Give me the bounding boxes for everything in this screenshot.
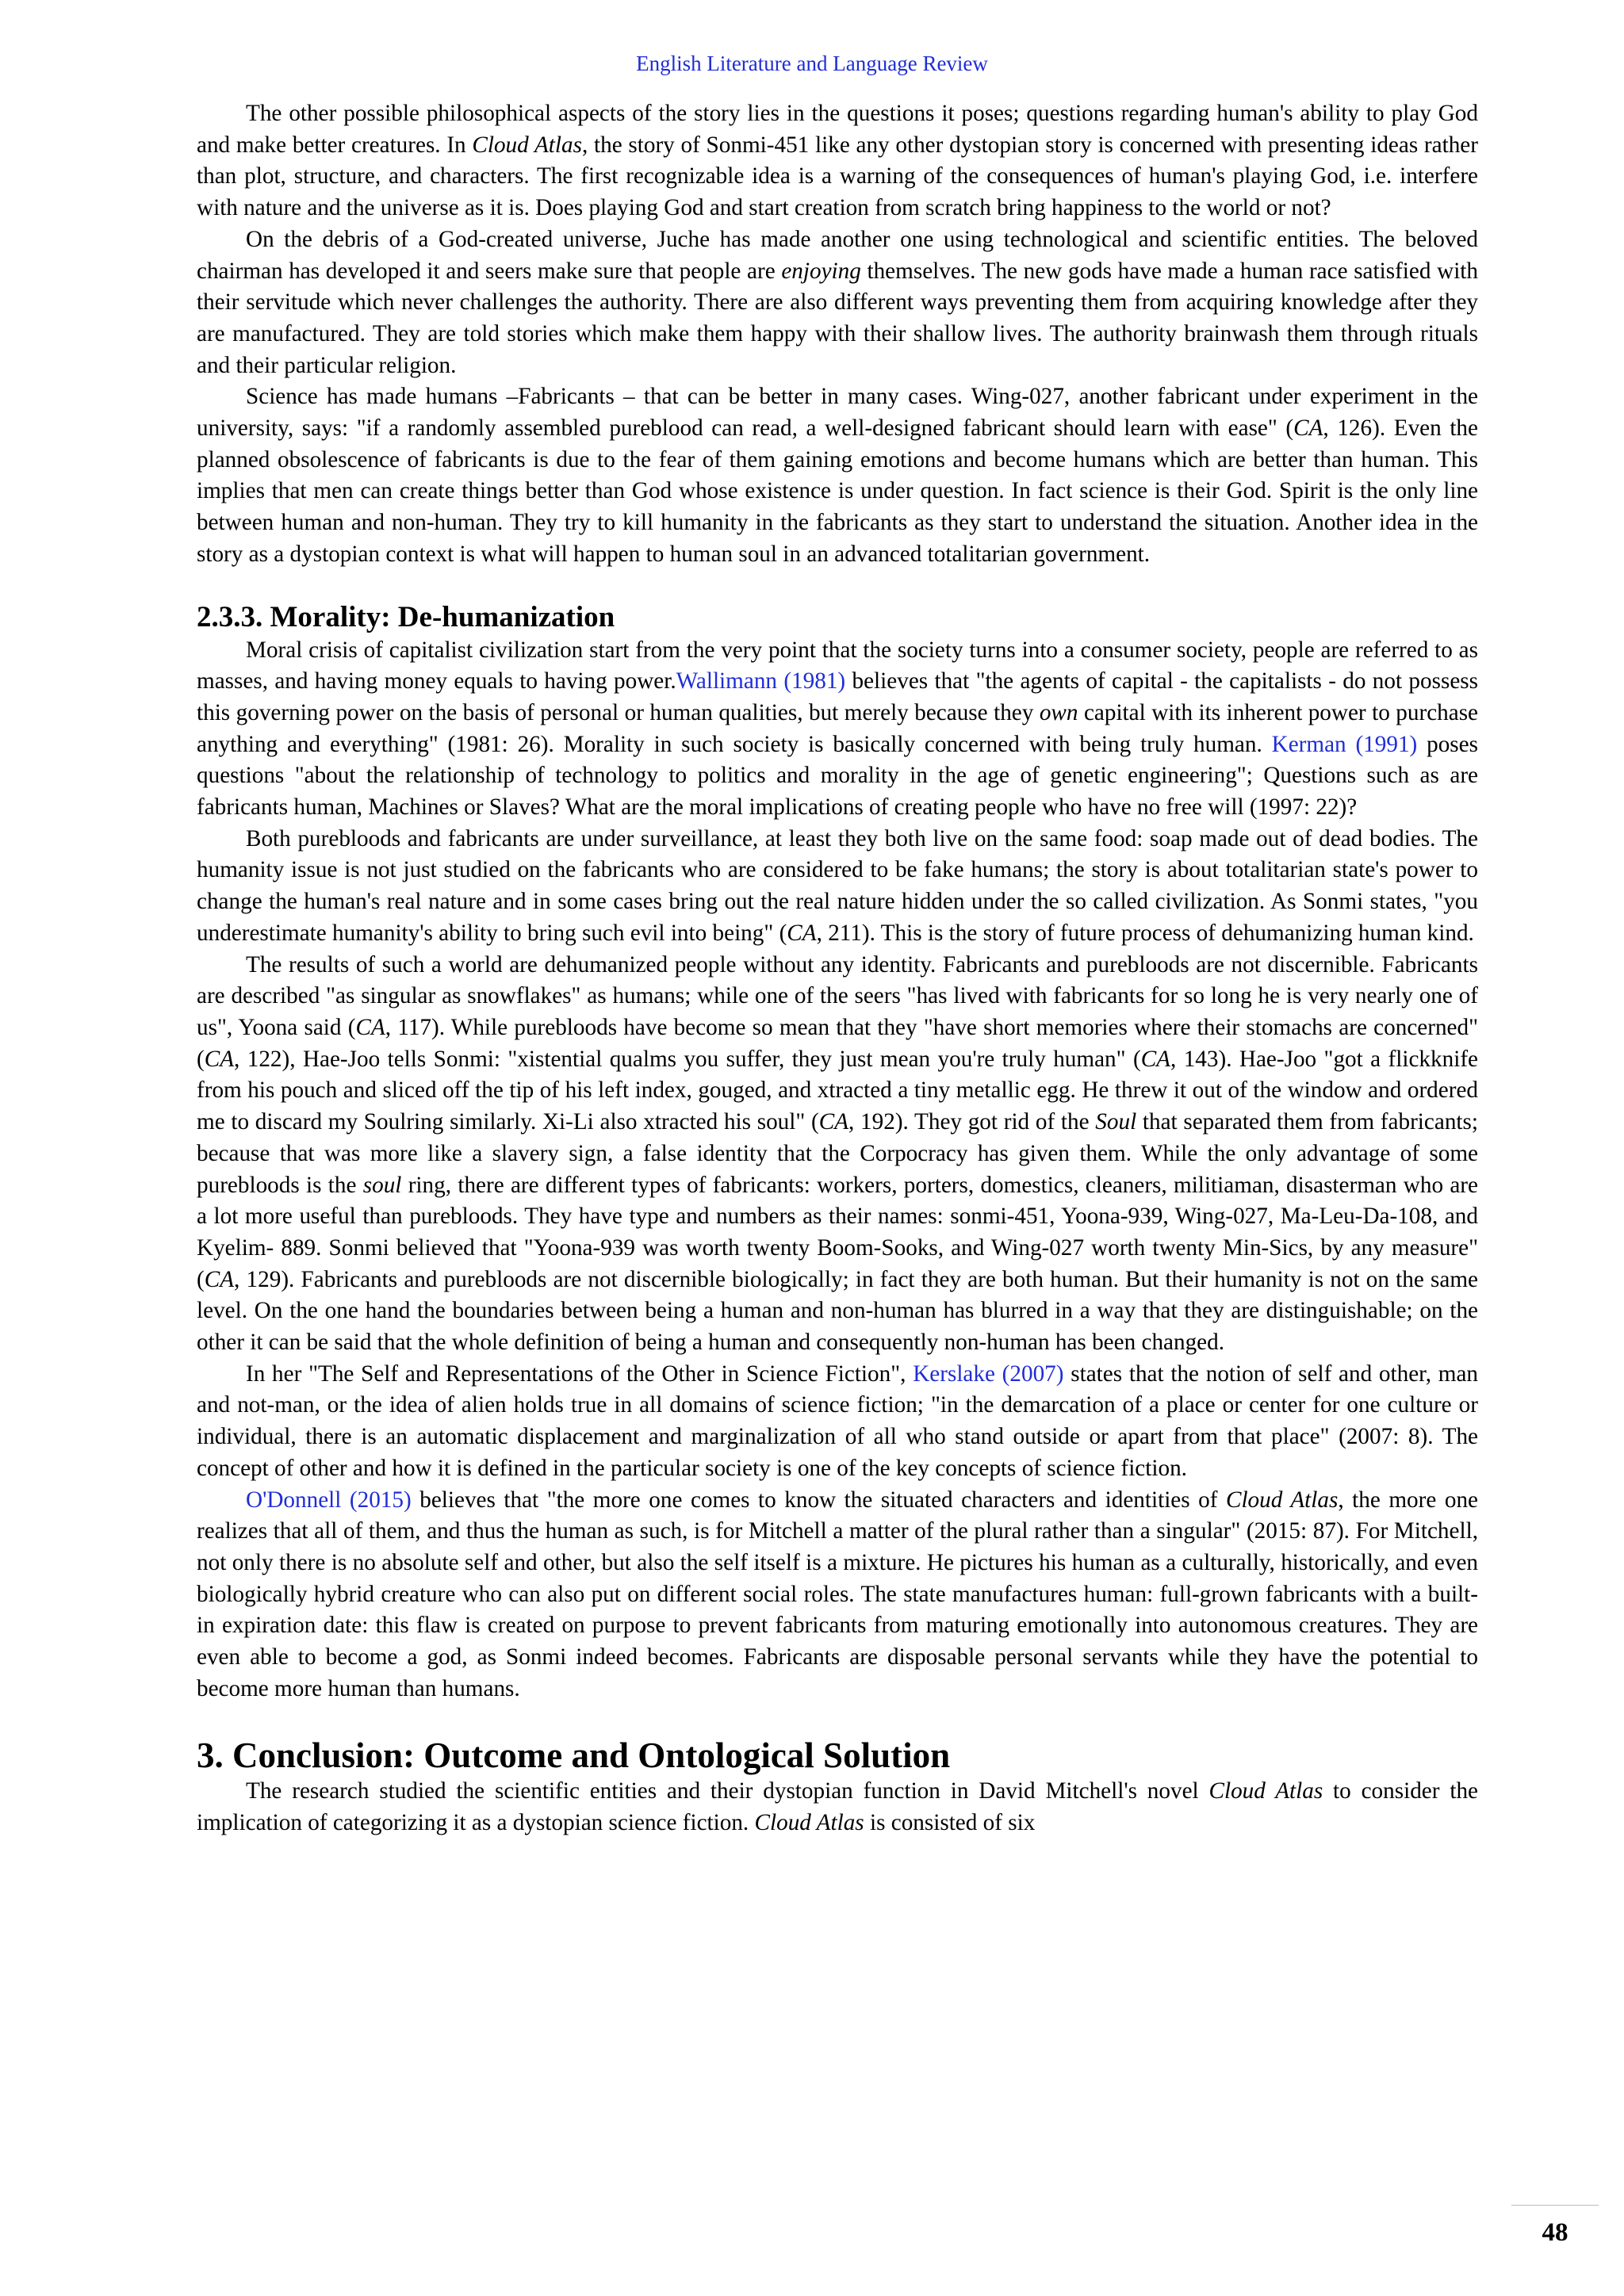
paragraph-moral-crisis: Moral crisis of capitalist civilization start from the very point that the society turns into a consumer society, people are referred to as masses, and having money equals to having power.Wallimann (1981) believes that "the agents of capital - the capitalists - do not possess this governing power on the basis of personal or human qualities, but merely because they own capital with its inherent power to purchase anything and everything" (1981: 26). Morality in such society is basically concerned with being truly human. Kerman (1991) poses questions "about the relationship of technology to politics and morality in the age of genetic engineering"; Questions such as are fabricants human, Machines or Slaves? What are the moral implications of creating people who have no free will (1997: 22)? [197,637,1479,821]
section-heading-morality: 2.3.3. Morality: De-humanization [197,600,615,633]
paragraph-conclusion: The research studied the scientific entities and their dystopian function in David Mitchell's novel Cloud Atlas to consider the implication of categorizing it as a dystopian science fiction. Cloud Atlas is consisted of six [197,1778,1478,1836]
paragraph-science-fabricants: Science has made humans –Fabricants – that can be better in many cases. Wing-027, another fabricant under experiment in the university, says: "if a randomly assembled pureblood can read, a well-designed fabricant should learn with ease" (CA, 126). Even the planned obsolescence of fabricants is due to the fear of them gaining emotions and become humans which are better than human. This implies that men can create things better than God whose existence is under question. In fact science is their God. Spirit is the only line between human and non-human. They try to kill humanity in the fabricants as they start to understand the situation. Another idea in the story as a dystopian context is what will happen to human soul in an advanced totalitarian government. [197,384,1478,567]
citation-link-odonnell[interactable]: O'Donnell (2015) [246,1487,412,1513]
footer-divider [1511,2205,1599,2206]
journal-header: English Literature and Language Review [636,52,988,75]
citation-link-kerman[interactable]: Kerman (1991) [1271,731,1418,757]
page-number: 48 [1542,2218,1568,2247]
paragraph-surveillance: Both purebloods and fabricants are under surveillance, at least they both live on the same food: soap made out of dead bodies. The humanity issue is not just studied on the fabricants who are considered to be fake humans; the story is about totalitarian state's power to change the human's real nature and in some cases bring out the real nature hidden under the so called civilization. As Sonmi states, "you underestimate humanity's ability to bring such evil into being" (CA, 211). This is the story of future process of dehumanizing human kind. [197,825,1478,946]
paragraph-philosophical-aspects: The other possible philosophical aspects of the story lies in the questions it poses; questions regarding human's ability to play God and make better creatures. In Cloud Atlas, the story of Sonmi-451 like any other dystopian story is concerned with presenting ideas rather than plot, structure, and characters. The first recognizable idea is a warning of the consequences of human's playing God, i.e. interfere with nature and the universe as it is. Does playing God and start creation from scratch bring happiness to the world or not? [197,101,1478,221]
citation-link-kerslake[interactable]: Kerslake (2007) [913,1360,1064,1387]
paragraph-odonnell: O'Donnell (2015) believes that "the more one comes to know the situated characters and identities of Cloud Atlas, the more one realizes that all of them, and thus the human as such, is for Mitchell a matter of the plural rather than a singular" (2015: 87). For Mitchell, not only there is no absolute self and other, but also the self itself is a mixture. He pictures his human as a culturally, historically, and even biologically hybrid creature who can also put on different social roles. The state manufactures human: full-grown fabricants with a built-in expiration date: this flaw is created on purpose to prevent fabricants from maturing emotionally into autonomous creatures. They are even able to become a god, as Sonmi indeed becomes. Fabricants are disposable personal servants while they have the potential to become more human than humans. [197,1487,1478,1701]
article-body [197,98,1478,1839]
paragraph-kerslake: In her "The Self and Representations of the Other in Science Fiction", Kerslake (2007) states that the notion of self and other, man and not-man, or the idea of alien holds true in all domains of science fiction; "in the demarcation of a place or center for one culture or individual, there is an automatic displacement and marginalization of all who stand outside or apart from that place" (2007: 8). The concept of other and how it is defined in the particular society is one of the key concepts of science fiction. [197,1360,1479,1481]
paragraph-juche: On the debris of a God-created universe, Juche has made another one using technological and scientific entities. The beloved chairman has developed it and seers make sure that people are enjoying themselves. The new gods have made a human race satisfied with their servitude which never challenges the authority. There are also different ways preventing them from acquiring knowledge after they are manufactured. They are told stories which make them happy with their shallow lives. The authority brainwash them through rituals and their particular religion. [197,226,1479,378]
citation-link-wallimann[interactable]: Wallimann (1981) [676,668,846,695]
paragraph-dehumanized-people: The results of such a world are dehumanized people without any identity. Fabricants and purebloods are not discernible. Fabricants are described "as singular as snowflakes" as humans; while one of the seers "has lived with fabricants for so long he is very nearly one of us", Yoona said (CA, 117). While purebloods have become so mean that they "have short memories where their stomachs are concerned" (CA, 122), Hae-Joo tells Sonmi: "xistential qualms you suffer, they just mean you're truly human" (CA, 143). Hae-Joo "got a flickknife from his pouch and sliced off the tip of his left index, gouged, and xtracted a tiny metallic egg. He threw it out of the window and ordered me to discard my Soulring similarly. Xi-Li also xtracted his soul" (CA, 192). They got rid of the Soul that separated them from fabricants; because that was more like a slavery sign, a false identity that the Corpocracy has given them. While the only advantage of some purebloods is the soul ring, there are different types of fabricants: workers, porters, domestics, cleaners, militiaman, disasterman who are a lot more useful than purebloods. They have type and numbers as their names: sonmi-451, Yoona-939, Wing-027, Ma-Leu-Da-108, and Kyelim- 889. Sonmi believed that "Yoona-939 was worth twenty Boom-Sooks, and Wing-027 worth twenty Min-Sics, by any measure" (CA, 129). Fabricants and purebloods are not discernible biologically; in fact they are both human. But their humanity is not on the same level. On the one hand the boundaries between being a human and non-human has blurred in a way that they are distinguishable; on the other it can be said that the whole definition of being a human and consequently non-human has been changed. [197,951,1478,1356]
section-heading-conclusion: 3. Conclusion: Outcome and Ontological Solution [197,1735,951,1776]
